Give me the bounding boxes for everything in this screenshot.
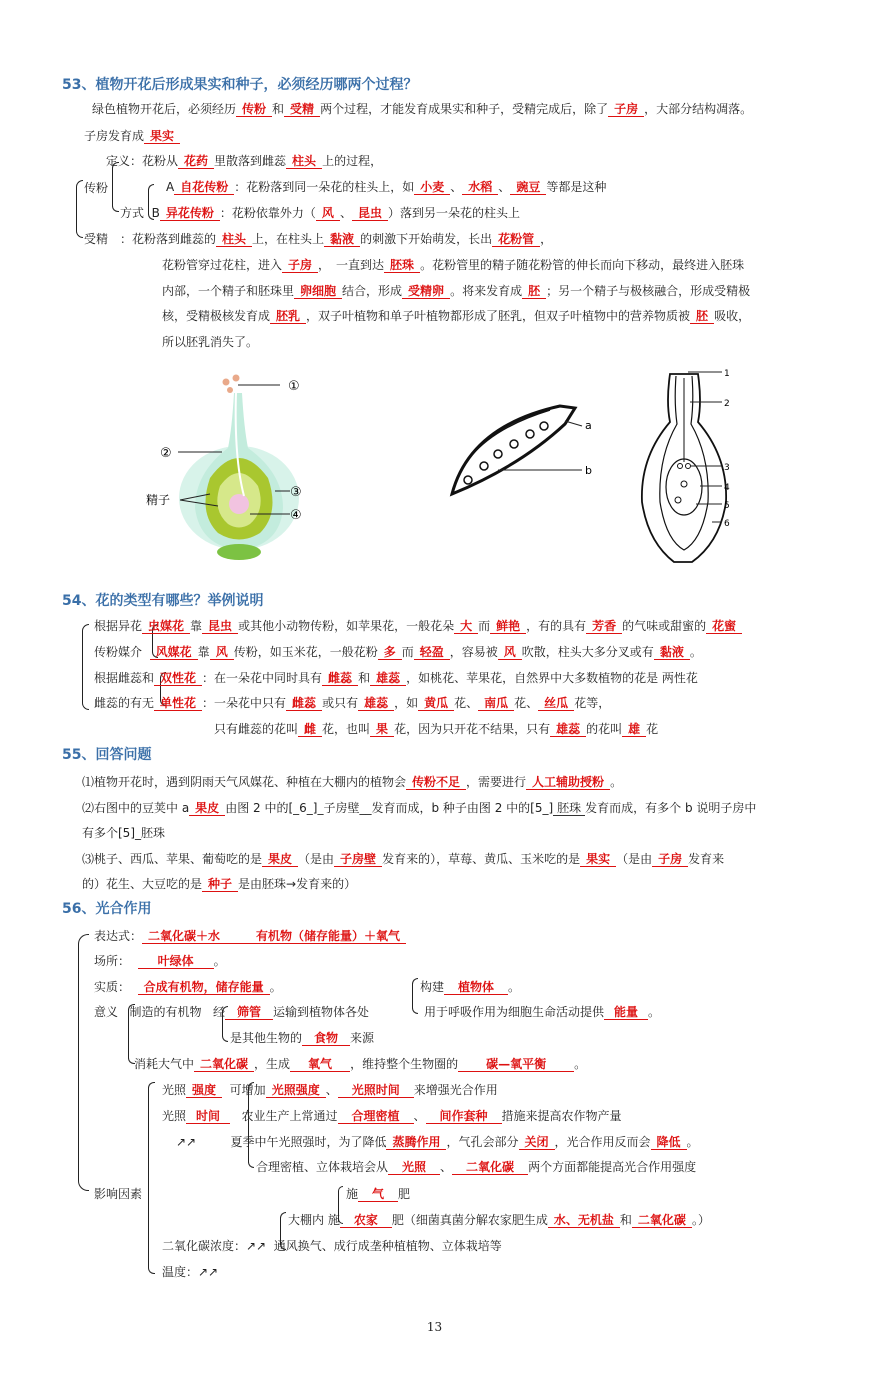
fig3-label-5: 5	[724, 501, 730, 511]
q56-title: 56、光合作用	[62, 901, 152, 917]
q56-e13: 大棚内 施 农家 肥（细菌真菌分解农家肥生成 水、无机盐 和 二氧化碳 。）	[288, 1213, 710, 1227]
q56-e2: 场所： 叶绿体 。	[94, 954, 226, 968]
q53-line5: 方式 B 异花传粉 ：花粉依靠外力（ 风 、 昆虫 ）落到另一朵花的柱头上	[120, 206, 520, 220]
fig1-label-2: ②	[160, 446, 172, 461]
q55-a1: ⑴植物开花时，遇到阴雨天气风媒花、种植在大棚内的植物会 传粉不足 ，需要进行 人工辅助授粉 。	[82, 775, 623, 789]
brace-goujian	[412, 978, 418, 1014]
fig3-label-3: 3	[724, 463, 730, 473]
brace-big	[76, 180, 83, 238]
fig3-label-6: 6	[724, 519, 730, 529]
q54-row4: 雌蕊的有无 单性花 ：一朵花中只有 雌蕊 或只有 雄蕊 ，如 黄瓜 花、 南瓜 花、 丝瓜 花等，	[94, 696, 611, 710]
q55-a4: ⑶桃子、西瓜、苹果、葡萄吃的是 果皮 （是由 子房壁 发育来的），草莓、黄瓜、玉米吃的是 果实 （是由 子房 发育来	[82, 852, 725, 866]
q56-e10: 合理密植、立体栽培会从 光照 、 二氧化碳 两个方面都能提高光合作用强度	[256, 1160, 697, 1174]
q53-line9: 核，受精极核发育成 胚乳 ，双子叶植物和单子叶植物都形成了胚乳，但双子叶植物中的营养物质被 胚 吸收，	[162, 309, 751, 323]
fig1-label-4: ④	[290, 508, 302, 523]
q54-row5: 只有雌蕊的花叫 雌 花，也叫 果 花，因为只开花不结果，只有 雄蕊 的花叫 雄 花	[214, 722, 659, 736]
fig3-label-4: 4	[724, 483, 730, 493]
q54-row3: 根据雌蕊和 双性花 ：在一朵花中同时具有 雌蕊 和 雄蕊 ，如桃花、苹果花，自然界中大多数植物的花是 两性花	[94, 671, 698, 685]
brace-q56	[78, 934, 89, 1191]
q55-a5: 的）花生、大豆吃的是 种子 是由胚珠→发育来的）	[82, 877, 357, 891]
fig1-label-jingzi: 精子	[146, 493, 171, 507]
q56-e5: 是其他生物的 食物 来源	[230, 1031, 375, 1045]
q53-line7: 花粉管穿过花柱，进入 子房 ， 一直到达 胚珠 。花粉管里的精子随花粉管的伸长而向下移动，最终进入胚珠	[162, 258, 745, 272]
q56-e12: 施 气 肥	[346, 1187, 411, 1201]
q53-title: 53、植物开花后形成果实和种子，必须经历哪两个过程？	[62, 77, 418, 93]
q54-row2: 传粉媒介 风媒花 靠 风 传粉，如玉米花，一般花粉 多 而 轻盈 ，容易被 风 吹散，柱头大多分叉或有 黏液 。	[94, 645, 702, 659]
q56-e1: 表达式： 二氧化碳＋水 有机物（储存能量）＋氧气	[94, 928, 406, 944]
q53-line1: 绿色植物开花后，必须经历 传粉 和 受精 两个过程，才能发育成果实和种子，受精完成后，除了 子房 ，大部分结构凋落。	[92, 102, 753, 116]
q56-e11: 影响因素	[94, 1187, 143, 1201]
pea-pod-figure	[440, 396, 610, 506]
q54-title: 54、花的类型有哪些？举例说明	[62, 593, 264, 609]
fig1-label-3: ③	[290, 485, 302, 500]
q56-e4-huxi: 用于呼吸作用为细胞生命活动提供 能量 。	[424, 1005, 661, 1019]
q55-a3: 有多个[5]_胚珠	[82, 826, 165, 840]
brace-yingxiang	[148, 1082, 155, 1274]
pistil-figure	[140, 368, 340, 568]
brace-q54	[82, 624, 89, 710]
q54-row1: 根据异花 虫媒花 靠 昆虫 或其他小动物传粉，如苹果花，一般花朵 大 而 鲜艳 ，有的具有 芳香 的气味或甜蜜的 花蜜	[94, 618, 742, 634]
brace-chuanfen	[112, 162, 119, 212]
fig2-label-a: a	[585, 419, 592, 432]
fig1-label-1: ①	[288, 379, 300, 394]
page-number: 13	[426, 1320, 443, 1334]
fig2-label-b: b	[585, 464, 592, 477]
q53-line2: 子房发育成 果实	[84, 128, 180, 144]
q56-e8: 光照 时间 农业生产上常通过 合理密植 、 间作套种 措施来提高农作物产量	[162, 1109, 622, 1123]
q56-e3-goujian: 构建 植物体 。	[420, 980, 521, 994]
q56-e4: 意义 制造的有机物 经 筛管 运输到植物体各处	[94, 1005, 369, 1019]
q56-e15: 温度：↗↗	[162, 1265, 219, 1279]
chuanfen-label: 传粉	[84, 181, 109, 195]
q53-line4: A 自花传粉 ：花粉落到同一朵花的柱头上，如 小麦 、 水稻 、 豌豆 等都是这种	[166, 180, 607, 194]
q56-e9: ↗↗ 夏季中午光照强时，为了降低 蒸腾作用 ，气孔会部分 关闭 ，光合作用反而会 降低 。	[176, 1135, 699, 1149]
q56-e14: 二氧化碳浓度：↗↗ 通风换气、成行成垄种植植物、立体栽培等	[162, 1239, 502, 1253]
fig3-label-2: 2	[724, 399, 730, 409]
q56-e6: 消耗大气中 二氧化碳 ，生成 氧气 ，维持整个生物圈的 碳—氧平衡 。	[134, 1057, 587, 1071]
q53-line10: 所以胚乳消失了。	[162, 335, 259, 349]
q53-line6: 受精 ：花粉落到雌蕊的 柱头 上，在柱头上 黏液 的刺激下开始萌发，长出 花粉管 ，	[84, 232, 553, 246]
q53-line8: 内部，一个精子和胚珠里 卵细胞 结合，形成 受精卵 。将来发育成 胚 ；另一个精子与极核融合，形成受精极	[162, 284, 751, 298]
q55-title: 55、回答问题	[62, 747, 152, 763]
ovary-section-figure	[630, 362, 760, 572]
q53-line3: 定义：花粉从 花药 里散落到雌蕊 柱头 上的过程，	[106, 154, 383, 168]
q56-e7: 光照 强度 可增加 光照强度 、 光照时间 来增强光合作用	[162, 1083, 498, 1097]
fig3-label-1: 1	[724, 369, 730, 379]
q55-a2: ⑵右图中的豆荚中 a 果皮 由图 2 中的[_6_]_子房壁__发育而成，b 种子由图 2 中的[5_] 胚珠 发育而成，有多个 b 说明子房中	[82, 801, 757, 815]
q56-e3: 实质： 合成有机物，储存能量 。	[94, 980, 282, 994]
